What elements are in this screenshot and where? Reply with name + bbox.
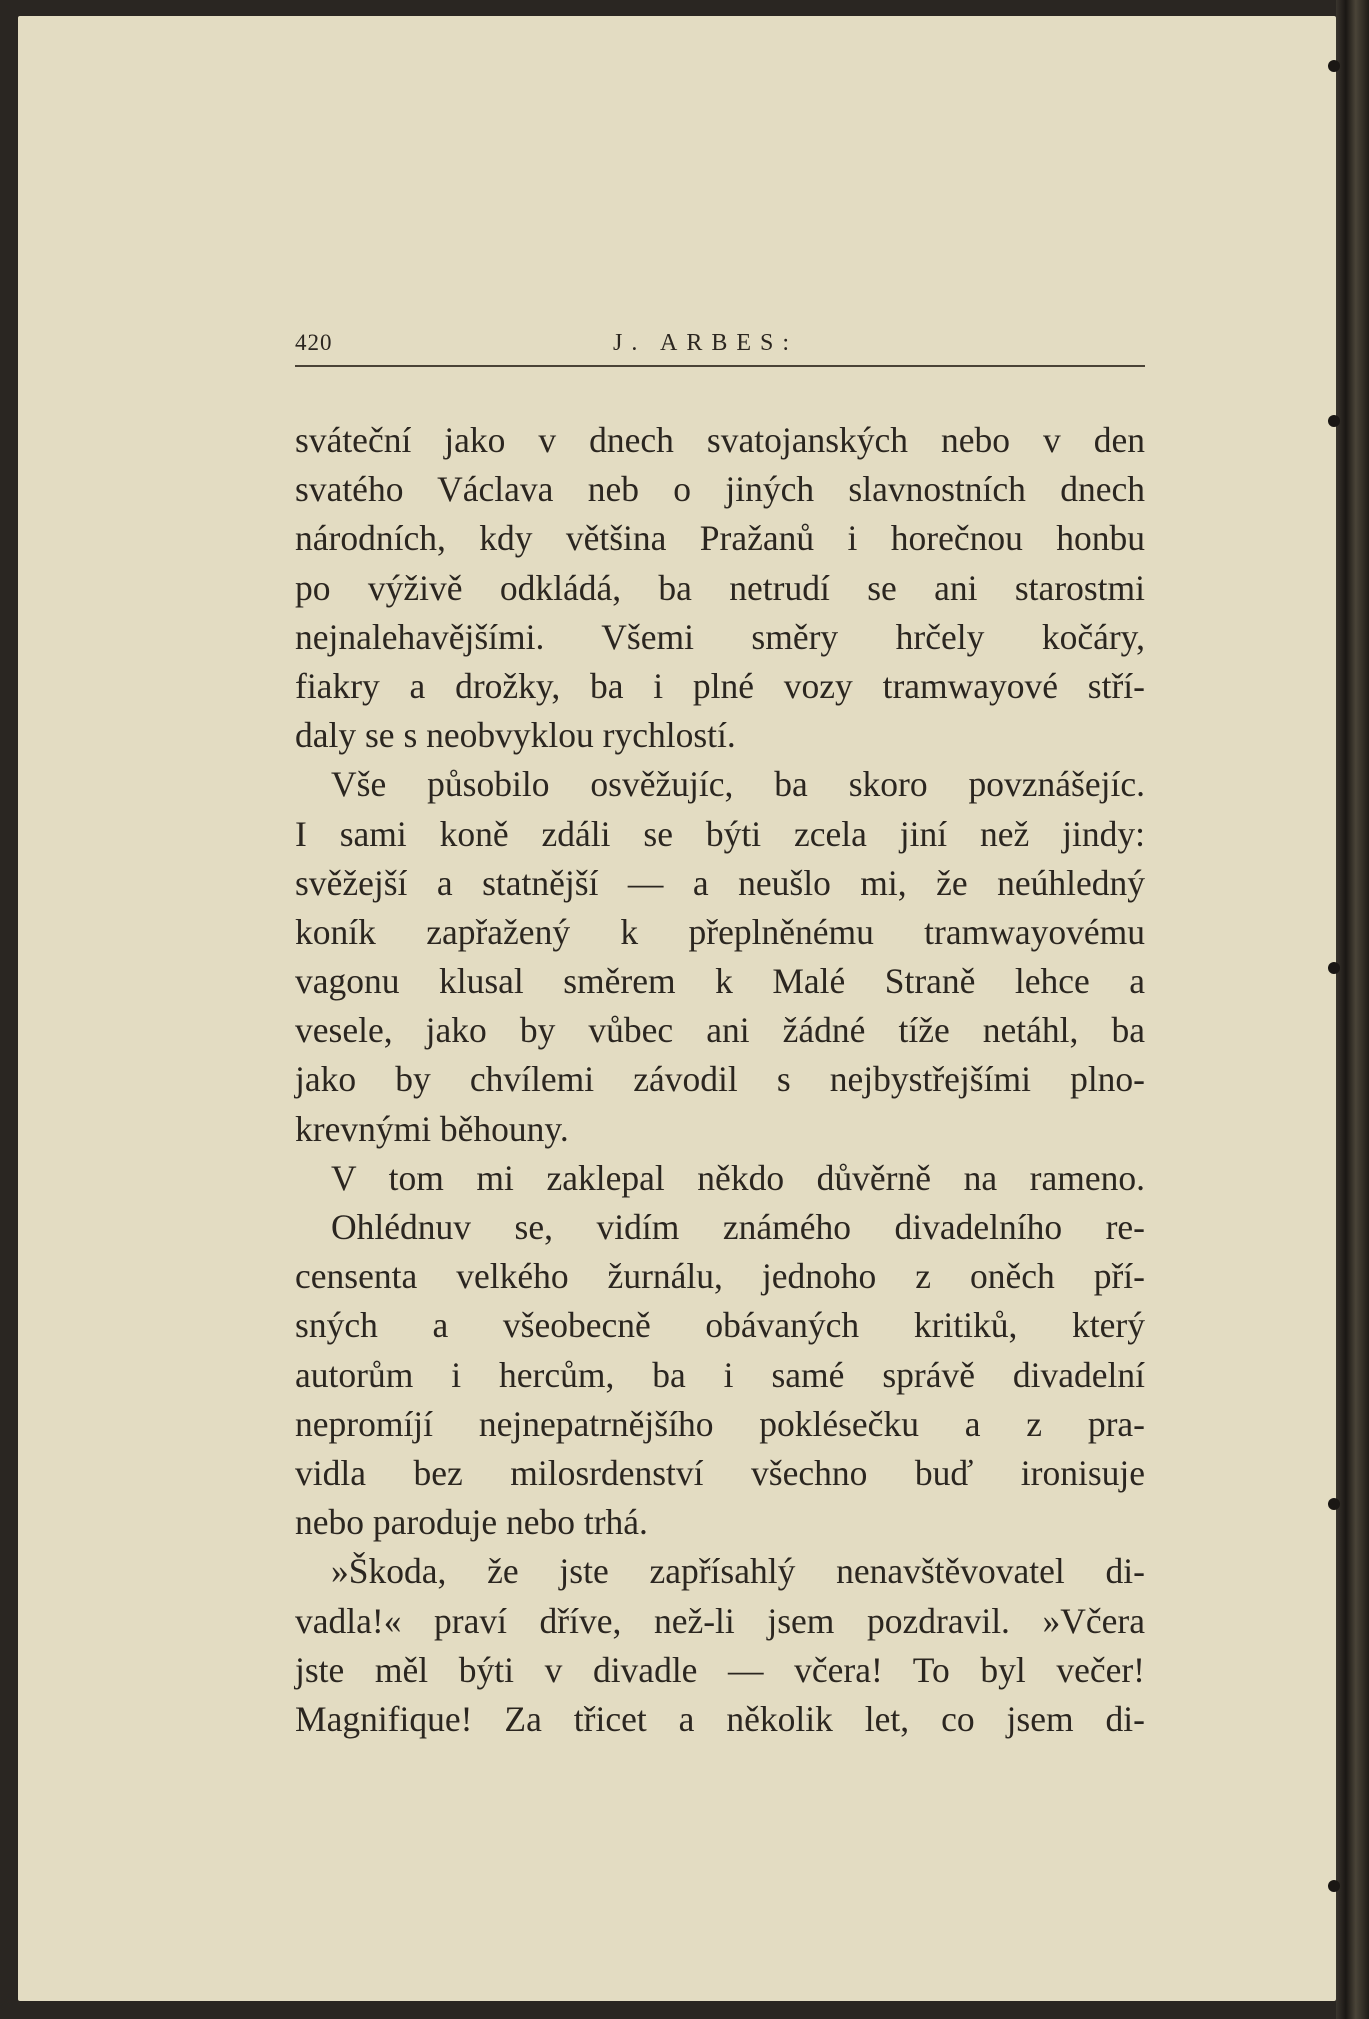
text-line: po výživě odkládá, ba netrudí se ani starostmi [295, 567, 1145, 608]
text-line: svatého Václava neb o jiných slavnostních dnech [295, 469, 1145, 510]
text-line: V tom mi zaklepal někdo důvěrně na rameno. [331, 1157, 1145, 1198]
text-line: autorům i hercům, ba i samé správě divadelní [295, 1354, 1145, 1395]
text-line: jako by chvílemi závodil s nejbystřejšími plno- [295, 1059, 1145, 1100]
text-line: Ohlédnuv se, vidím známého divadelního re- [331, 1207, 1145, 1247]
text-line: národních, kdy většina Pražanů i horečnou honbu [295, 518, 1145, 559]
text-line: nepromíjí nejnepatrnějšího poklésečku a z pra- [295, 1403, 1145, 1444]
text-line: jste měl býti v divadle — včera! To byl večer! [295, 1649, 1145, 1690]
text-line: I sami koně zdáli se býti zcela jiní než jindy: [295, 813, 1145, 854]
text-line: censenta velkého žurnálu, jednoho z oněch pří- [295, 1256, 1145, 1297]
text-line: vesele, jako by vůbec ani žádné tíže netáhl, ba [295, 1010, 1145, 1051]
text-line: daly se s neobvyklou rychlostí. [295, 715, 736, 756]
text-line: nejnalehavějšími. Všemi směry hrčely kočáry, [295, 616, 1145, 657]
running-head: J. ARBES: [613, 330, 799, 356]
text-line: Magnifique! Za třicet a několik let, co jsem di- [295, 1698, 1145, 1739]
header-rule [295, 365, 1145, 367]
edge-mark [1328, 415, 1340, 427]
text-line: »Škoda, že jste zapřísahlý nenavštěvovatel di- [331, 1551, 1145, 1592]
page-header [295, 330, 1145, 370]
text-line: sváteční jako v dnech svatojanských nebo v den [295, 420, 1145, 460]
text-line: Vše působilo osvěžujíc, ba skoro povznášejíc. [331, 764, 1145, 805]
edge-mark [1328, 1498, 1340, 1510]
text-line: fiakry a drožky, ba i plné vozy tramwayové stří- [295, 665, 1145, 706]
body-text [295, 416, 1145, 1744]
text-line: vidla bez milosrdenství všechno buď ironisuje [295, 1452, 1145, 1493]
text-line: nebo paroduje nebo trhá. [295, 1502, 648, 1543]
text-line: vagonu klusal směrem k Malé Straně lehce a [295, 961, 1145, 1002]
text-line: krevnými běhouny. [295, 1108, 569, 1149]
page-number: 420 [295, 330, 333, 355]
text-line: sných a všeobecně obávaných kritiků, který [295, 1305, 1145, 1346]
edge-mark [1328, 60, 1340, 72]
book-edge [1336, 0, 1369, 2019]
edge-mark [1328, 1880, 1340, 1892]
text-line: svěžejší a statnější — a neušlo mi, že neúhledný [295, 862, 1145, 903]
text-line: vadla!« praví dříve, než-li jsem pozdravil. »Včera [295, 1600, 1145, 1641]
text-line: koník zapřažený k přeplněnému tramwayovému [295, 911, 1145, 952]
edge-mark [1328, 962, 1340, 974]
